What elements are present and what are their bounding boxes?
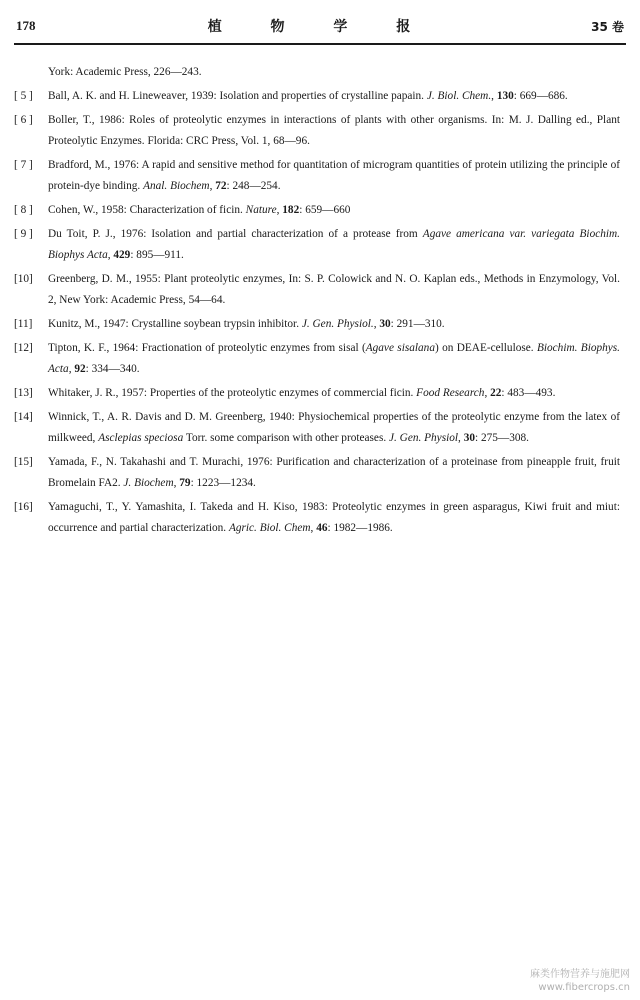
- reference-text: ,: [107, 249, 114, 261]
- reference-number: [16]: [14, 501, 33, 513]
- reference-text: 182: [282, 204, 300, 216]
- reference-text: Yamada, F., N. Takahashi and T. Murachi, 1976: Purification and characterization of a proteinase from pineapple fruit, fruit Bromelain FA2.: [48, 456, 620, 489]
- reference-text: Anal. Biochem: [143, 180, 210, 192]
- reference-text: : 669—686.: [513, 90, 568, 102]
- reference-text: 429: [113, 249, 131, 261]
- reference-text: York: Academic Press, 226—243.: [48, 66, 202, 78]
- reference-item: [14, 200, 620, 221]
- reference-text: Boller, T., 1986: Roles of proteolytic enzymes in interactions of plants with other organisms. In: M. J. Dalling ed., Plant Proteolytic Enzymes. Florida: CRC Press, Vol. 1, 68—96.: [48, 114, 620, 147]
- reference-text: 30: [379, 318, 391, 330]
- reference-item: [14, 224, 620, 266]
- reference-text: Whitaker, J. R., 1957: Properties of the proteolytic enzymes of commercial ficin.: [48, 387, 417, 399]
- reference-text: ,: [484, 387, 491, 399]
- reference-text: Yamaguchi, T., Y. Yamashita, I. Takeda and H. Kiso, 1983: Proteolytic enzymes in green asparagus, Kiwi fruit and miut: occurrence and partial characterization.: [48, 501, 620, 534]
- reference-text: : 659—660: [299, 204, 351, 216]
- page-number: 178: [16, 18, 36, 33]
- reference-text: 92: [74, 363, 86, 375]
- reference-text: ,: [491, 90, 497, 102]
- reference-text: Agave americana var. variegata Biochim. Biophys Acta: [48, 228, 620, 261]
- volume-label: 35 卷: [591, 20, 624, 34]
- reference-text: 79: [179, 477, 191, 489]
- reference-text: 22: [490, 387, 502, 399]
- reference-item: [14, 110, 620, 152]
- reference-text: 46: [316, 522, 328, 534]
- reference-text: ,: [276, 204, 283, 216]
- reference-item: [14, 383, 620, 404]
- watermark: [530, 968, 630, 994]
- reference-text: ,: [373, 318, 380, 330]
- watermark-line-2: www.fibercrops.cn: [538, 982, 630, 993]
- reference-text: J. Biol. Chem.: [426, 90, 492, 102]
- journal-title: 植 物 学 报: [207, 19, 433, 35]
- reference-item: [14, 269, 620, 311]
- reference-item: [14, 86, 620, 107]
- reference-text: Agave sisalana: [365, 342, 435, 354]
- reference-number: [ 6 ]: [14, 114, 33, 126]
- reference-text: Greenberg, D. M., 1955: Plant proteolytic enzymes, In: S. P. Colowick and N. O. Kaplan eds., Methods in Enzymology, Vol. 2, New York: Academic Press, 54—64.: [48, 273, 620, 306]
- reference-text: Biochim. Biophys. Acta: [48, 342, 621, 375]
- reference-number: [ 7 ]: [14, 159, 33, 171]
- reference-item: [14, 452, 620, 494]
- reference-text: Tipton, K. F., 1964: Fractionation of proteolytic enzymes from sisal (: [48, 342, 366, 354]
- reference-text: Torr. some comparison with other proteases.: [183, 432, 389, 444]
- reference-text: J. Gen. Physiol: [389, 432, 459, 444]
- reference-text: : 1982—1986.: [327, 522, 393, 534]
- reference-number: [15]: [14, 456, 33, 468]
- page-header: [14, 14, 626, 38]
- reference-number: [ 8 ]: [14, 204, 33, 216]
- reference-text: J. Biochem: [123, 477, 174, 489]
- reference-text: ,: [458, 432, 464, 444]
- reference-text: : 248—254.: [226, 180, 281, 192]
- reference-item: [14, 338, 620, 380]
- reference-number: [11]: [14, 318, 33, 330]
- reference-text: ) on DEAE-cellulose.: [434, 342, 537, 354]
- reference-text: Agric. Biol. Chem: [228, 522, 311, 534]
- reference-text: : 291—310.: [390, 318, 445, 330]
- reference-text: ,: [310, 522, 317, 534]
- reference-text: ,: [173, 477, 180, 489]
- reference-text: Ball, A. K. and H. Lineweaver, 1939: Isolation and properties of crystalline papain.: [48, 90, 427, 102]
- reference-text: 72: [215, 180, 227, 192]
- reference-text: Asclepias speciosa: [98, 432, 184, 444]
- reference-text: : 895—911.: [130, 249, 184, 261]
- watermark-line-1: 麻类作物营养与施肥网: [530, 969, 630, 980]
- reference-continuation: [14, 62, 620, 83]
- reference-text: Bradford, M., 1976: A rapid and sensitive method for quantitation of microgram quantities of protein utilizing the principle of protein-dye binding.: [48, 159, 620, 192]
- reference-text: : 1223—1234.: [190, 477, 256, 489]
- reference-number: [14]: [14, 411, 33, 423]
- reference-item: [14, 407, 620, 449]
- reference-item: [14, 497, 620, 539]
- reference-text: : 483—493.: [501, 387, 556, 399]
- reference-text: Kunitz, M., 1947: Crystalline soybean trypsin inhibitor.: [48, 318, 302, 330]
- reference-text: 30: [463, 432, 475, 444]
- reference-item: [14, 155, 620, 197]
- reference-number: [13]: [14, 387, 33, 399]
- reference-text: Nature: [245, 204, 277, 216]
- reference-text: : 334—340.: [85, 363, 140, 375]
- reference-text: ,: [68, 363, 75, 375]
- reference-text: Food Research: [416, 387, 485, 399]
- reference-number: [ 9 ]: [14, 228, 33, 240]
- reference-text: Winnick, T., A. R. Davis and D. M. Greenberg, 1940: Physiochemical properties of the proteolytic enzyme from the latex of milkweed,: [48, 411, 620, 444]
- reference-list: [14, 62, 620, 542]
- reference-text: ,: [209, 180, 216, 192]
- reference-text: : 275—308.: [474, 432, 529, 444]
- reference-item: [14, 314, 620, 335]
- reference-text: 130: [496, 90, 514, 102]
- reference-text: J. Gen. Physiol.: [301, 318, 374, 330]
- reference-text: Cohen, W., 1958: Characterization of ficin.: [48, 204, 246, 216]
- reference-number: [12]: [14, 342, 33, 354]
- reference-number: [10]: [14, 273, 33, 285]
- reference-text: Du Toit, P. J., 1976: Isolation and partial characterization of a protease from: [48, 228, 423, 240]
- reference-number: [ 5 ]: [14, 90, 33, 102]
- header-rule: [14, 43, 626, 45]
